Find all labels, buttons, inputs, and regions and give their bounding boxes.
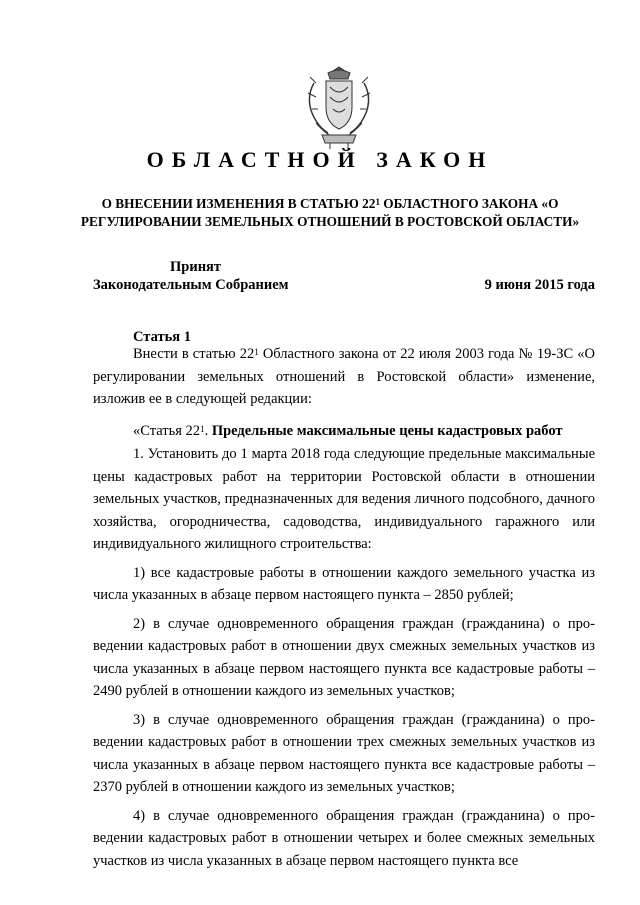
document-title: О ВНЕСЕНИИ ИЗМЕНЕНИЯ В СТАТЬЮ $22^1$ ОБЛАСТНОГО ЗАКОНА «О РЕГУЛИРОВАНИИ ЗЕМЕЛЬНЫХ ОТНОШЕНИЙ В РОСТОВСКОЙ ОБЛАСТИ» bbox=[80, 196, 580, 229]
list-item-1: 1) все кадастровые работы в отношении каждого земельного участка из числа указанных в абзаце первом настоящего пункта – 2850 рублей; bbox=[93, 564, 595, 603]
adopted-by: Законодательным Собранием bbox=[93, 277, 289, 293]
document-type: ОБЛАСТНОЙ ЗАКОН bbox=[146, 147, 494, 172]
adopted-label: Принят bbox=[170, 259, 222, 275]
quoted-article-heading: «Статья $22^1$. Предельные максимальные цены кадастровых работ bbox=[133, 422, 563, 439]
article-heading: Статья 1 bbox=[133, 329, 191, 345]
paragraph-1: 1. Установить до 1 марта 2018 года следующие предельные максимальные цены кадастровых работ на территории Ростовской области в отношении земельных участков, предназначенных для ведения личного подсобного, дачного хозяйства, огородничества, садоводства, индивидуального гаражного или индивидуального жилищного строительства: bbox=[93, 446, 595, 552]
list-item-3: 3) в случае одновременного обращения граждан (гражданина) о проведении кадастровых работ в отношении трех смежных земельных участков из числа указанных в абзаце первом настоящего пункта все кадастровые работы – 2370 рублей в отношении каждого из земельных участков; bbox=[93, 711, 595, 795]
adoption-date: 9 июня 2015 года bbox=[484, 277, 595, 293]
article-body bbox=[93, 343, 595, 872]
rostov-oblast-coat-of-arms-icon bbox=[300, 63, 378, 151]
article-intro: Внести в статью $22^1$ Областного закона от 22 июля 2003 года № 19-ЗС «О регулировании земельных отношений в Ростовской области» изменение, изложив ее в следующей редакции: bbox=[93, 346, 596, 407]
list-item-4: 4) в случае одновременного обращения граждан (гражданина) о проведении кадастровых работ в отношении четырех и более смежных земельных участков из числа указанных в абзаце первом настоящего пункта все bbox=[93, 807, 595, 869]
list-item-2: 2) в случае одновременного обращения граждан (гражданина) о проведении кадастровых работ в отношении двух смежных земельных участков из числа указанных в абзаце первом настоящего пункта все кадастровые работы – 2490 рублей в отношении каждого из земельных участков; bbox=[93, 615, 595, 699]
